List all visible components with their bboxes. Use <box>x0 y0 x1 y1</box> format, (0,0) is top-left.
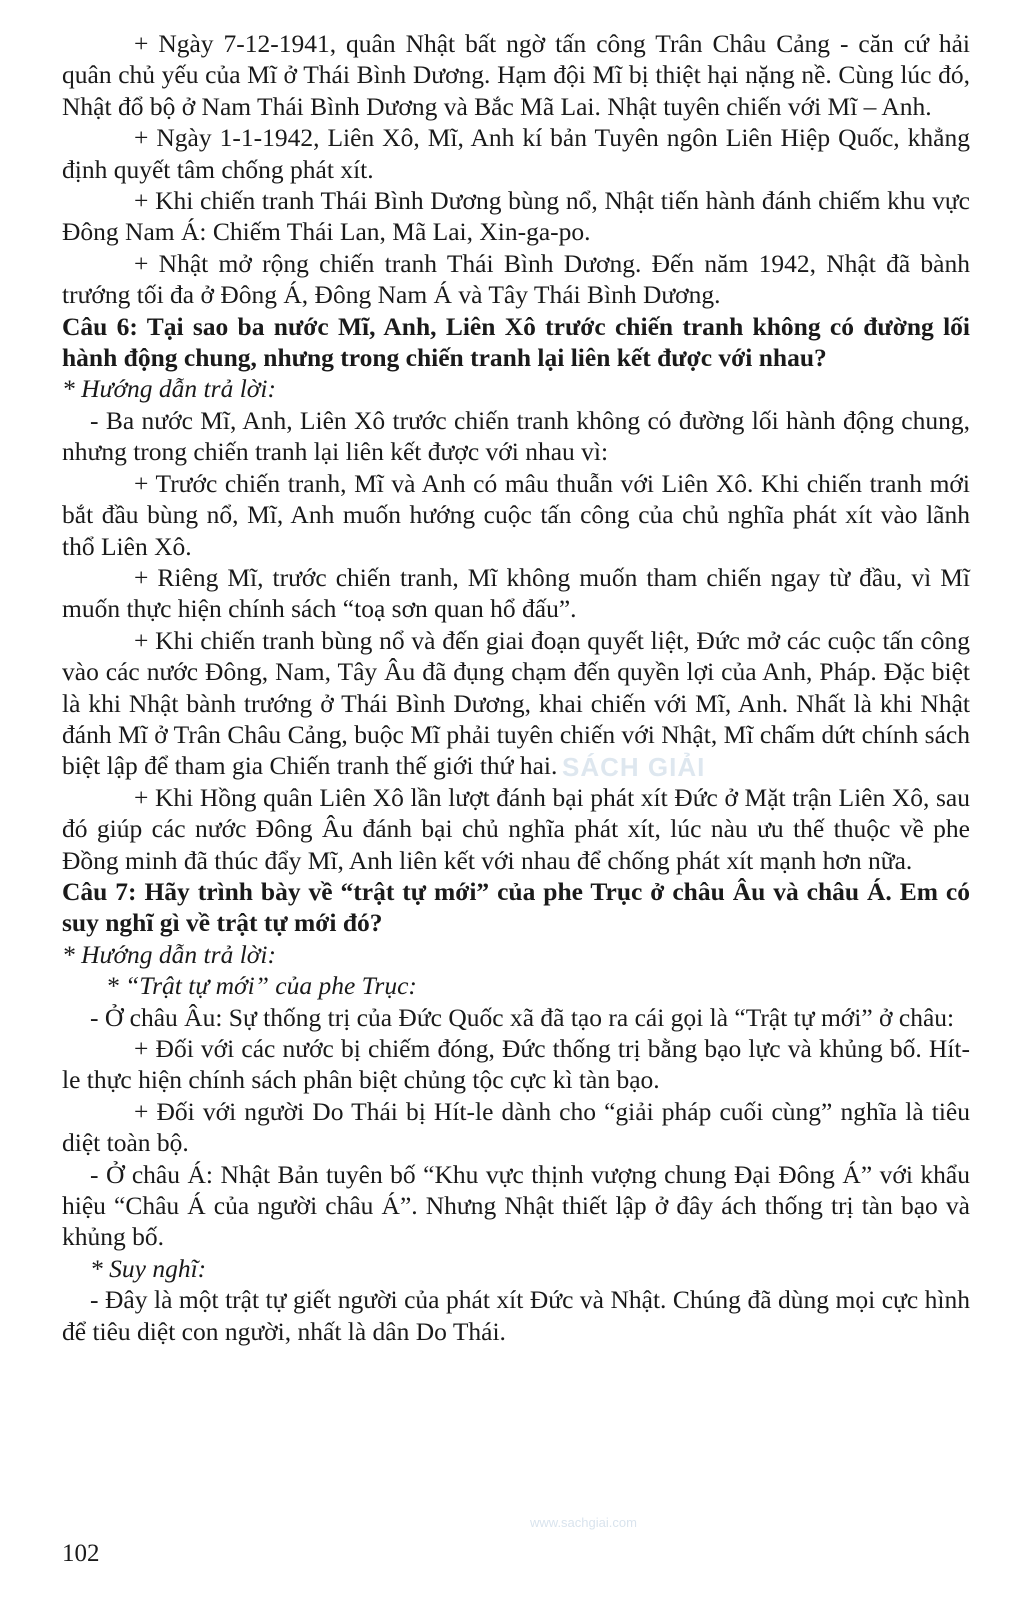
subheading-new-order: * “Trật tự mới” của phe Trục: <box>106 971 417 1001</box>
paragraph: + Ngày 7-12-1941, quân Nhật bất ngờ tấn công Trân Châu Cảng - căn cứ hải quân chủ yếu của Mĩ ở Thái Bình Dương. Hạm đội Mĩ bị thiệt hại nặng nề. Cùng lúc đó, Nhật đổ bộ ở Nam Thái Bình Dương và Bắc Mã Lai. Nhật tuyên chiến với Mĩ – Anh. <box>62 29 970 121</box>
document-body <box>62 28 970 1347</box>
paragraph: + Đối với người Do Thái bị Hít-le dành cho “giải pháp cuối cùng” nghĩa là tiêu diệt toàn bộ. <box>62 1096 970 1158</box>
paragraph: - Ba nước Mĩ, Anh, Liên Xô trước chiến tranh không có đường lối hành động chung, nhưng trong chiến tranh lại liên kết được với nhau vì: <box>62 405 970 467</box>
watermark-url: www.sachgiai.com <box>530 1515 637 1530</box>
paragraph: + Khi Hồng quân Liên Xô lần lượt đánh bại phát xít Đức ở Mặt trận Liên Xô, sau đó giúp các nước Đông Âu đánh bại chủ nghĩa phát xít, lúc nàu ưu thế thuộc về phe Đồng minh đã thúc đẩy Mĩ, Anh liên kết với nhau để chống phát xít mạnh hơn nữa. <box>62 782 970 875</box>
question-6-heading: Câu 6: Tại sao ba nước Mĩ, Anh, Liên Xô trước chiến tranh không có đường lối hành động chung, nhưng trong chiến tranh lại liên kết được với nhau? <box>62 311 970 373</box>
paragraph: + Nhật mở rộng chiến tranh Thái Bình Dương. Đến năm 1942, Nhật đã bành trướng tối đa ở Đông Á, Đông Nam Á và Tây Thái Bình Dương. <box>62 248 970 310</box>
paragraph: - Ở châu Á: Nhật Bản tuyên bố “Khu vực thịnh vượng chung Đại Đông Á” với khẩu hiệu “Châu Á của người châu Á”. Nhưng Nhật thiết lập ở đây ách thống trị tàn bạo và khủng bố. <box>62 1159 970 1252</box>
answer-guide-label: * Hướng dẫn trả lời: <box>62 939 276 969</box>
paragraph: + Đối với các nước bị chiếm đóng, Đức thống trị bằng bạo lực và khủng bố. Hít-le thực hiện chính sách phân biệt chủng tộc cực kì tàn bạo. <box>62 1034 970 1095</box>
question-7-heading: Câu 7: Hãy trình bày về “trật tự mới” của phe Trục ở châu Âu và châu Á. Em có suy nghĩ gì về trật tự mới đó? <box>62 876 970 938</box>
paragraph: + Ngày 1-1-1942, Liên Xô, Mĩ, Anh kí bản Tuyên ngôn Liên Hiệp Quốc, khẳng định quyết tâm chống phát xít. <box>62 123 970 184</box>
answer-guide-label: * Hướng dẫn trả lời: <box>62 374 276 404</box>
paragraph: + Khi chiến tranh Thái Bình Dương bùng nổ, Nhật tiến hành đánh chiếm khu vực Đông Nam Á: Chiếm Thái Lan, Mã Lai, Xin-ga-po. <box>62 186 970 247</box>
paragraph: - Ở châu Âu: Sự thống trị của Đức Quốc xã đã tạo ra cái gọi là “Trật tự mới” ở châu: <box>90 1002 955 1032</box>
watermark-logo: SÁCH GIẢI <box>562 752 706 782</box>
paragraph: + Khi chiến tranh bùng nổ và đến giai đoạn quyết liệt, Đức mở các cuộc tấn công vào các nước Đông, Nam, Tây Âu đã đụng chạm đến quyền lợi của Anh, Pháp. Đặc biệt là khi Nhật bành trướng ở Thái Bình Dương, khai chiến với Mĩ, Anh. Nhất là khi Nhật đánh Mĩ ở Trân Châu Cảng, buộc Mĩ phải tuyên chiến với Nhật, Mĩ chấm dứt chính sách biệt lập để tham gia Chiến tranh thế giới thứ hai. <box>62 625 970 781</box>
subheading-thoughts: * Suy nghĩ: <box>90 1253 207 1283</box>
paragraph: - Đây là một trật tự giết người của phát xít Đức và Nhật. Chúng đã dùng mọi cực hình để tiêu diệt con người, nhất là dân Do Thái. <box>62 1285 970 1346</box>
page-number: 102 <box>62 1540 100 1567</box>
paragraph: + Trước chiến tranh, Mĩ và Anh có mâu thuẫn với Liên Xô. Khi chiến tranh mới bắt đầu bùng nổ, Mĩ, Anh muốn hướng cuộc tấn công của chủ nghĩa phát xít vào lãnh thổ Liên Xô. <box>62 468 970 561</box>
paragraph: + Riêng Mĩ, trước chiến tranh, Mĩ không muốn tham chiến ngay từ đầu, vì Mĩ muốn thực hiện chính sách “toạ sơn quan hổ đấu”. <box>62 562 970 624</box>
